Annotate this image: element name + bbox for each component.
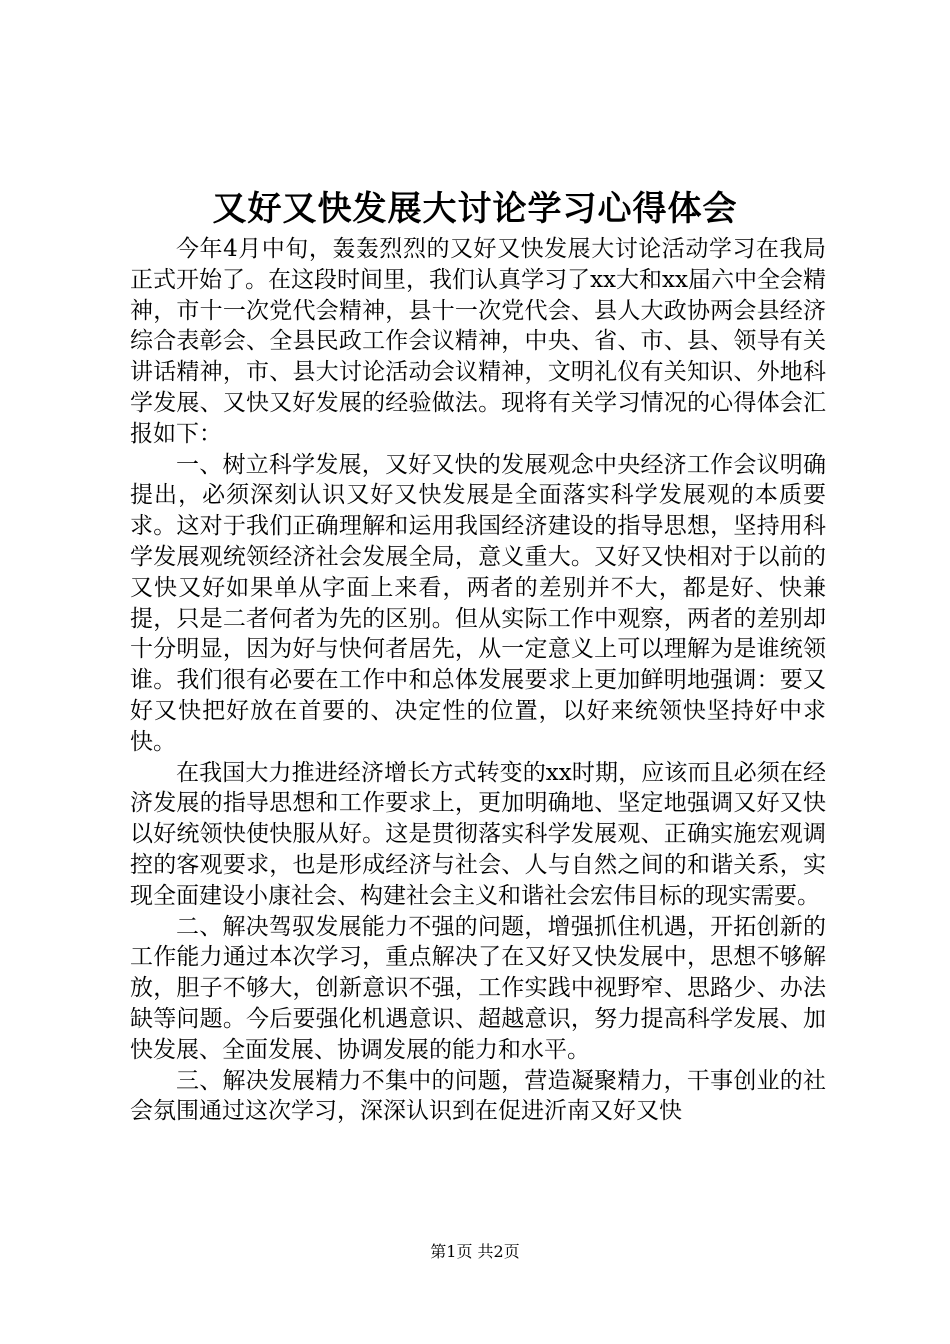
paragraph-section-1-continued: 在我国大力推进经济增长方式转变的xx时期，应该而且必须在经济发展的指导思想和工作要求上，更加明确地、坚定地强调又好又快以好统领快使快服从好。这是贯彻落实科学发展观、正确实施宏观调控的客观要求，也是形成经济与社会、人与自然之间的和谐关系，实现全面建设小康社会、构建社会主义和谐社会宏伟目标的现实需要。 — [130, 759, 826, 909]
document-title: 又好又快发展大讨论学习心得体会 — [212, 189, 738, 229]
document-body — [130, 234, 826, 1127]
page-number-footer: 第1页 共2页 — [430, 1242, 520, 1261]
paragraph-section-3: 三、解决发展精力不集中的问题，营造凝聚精力，干事创业的社会氛围通过这次学习，深深认识到在促进沂南又好又快 — [130, 1067, 826, 1125]
paragraph-section-2: 二、解决驾驭发展能力不强的问题，增强抓住机遇，开拓创新的工作能力通过本次学习，重点解决了在又好又快发展中，思想不够解放，胆子不够大，创新意识不强，工作实践中视野窄、思路少、办法缺等问题。今后要强化机遇意识、超越意识，努力提高科学发展、加快发展、全面发展、协调发展的能力和水平。 — [130, 913, 826, 1063]
paragraph-section-1: 一、树立科学发展，又好又快的发展观念中央经济工作会议明确提出，必须深刻认识又好又快发展是全面落实科学发展观的本质要求。这对于我们正确理解和运用我国经济建设的指导思想，坚持用科学发展观统领经济社会发展全局，意义重大。又好又快相对于以前的又快又好如果单从字面上来看，两者的差别并不大，都是好、快兼提，只是二者何者为先的区别。但从实际工作中观察，两者的差别却十分明显，因为好与快何者居先，从一定意义上可以理解为是谁统领谁。我们很有必要在工作中和总体发展要求上更加鲜明地强调：要又好又快把好放在首要的、决定性的位置，以好来统领快坚持好中求快。 — [130, 451, 826, 755]
paragraph-intro: 今年4月中旬，轰轰烈烈的又好又快发展大讨论活动学习在我局正式开始了。在这段时间里，我们认真学习了xx大和xx届六中全会精神，市十一次党代会精神，县十一次党代会、县人大政协两会县经济综合表彰会、全县民政工作会议精神，中央、省、市、县、领导有关讲话精神，市、县大讨论活动会议精神，文明礼仪有关知识、外地科学发展、又快又好发展的经验做法。现将有关学习情况的心得体会汇报如下： — [130, 236, 826, 447]
